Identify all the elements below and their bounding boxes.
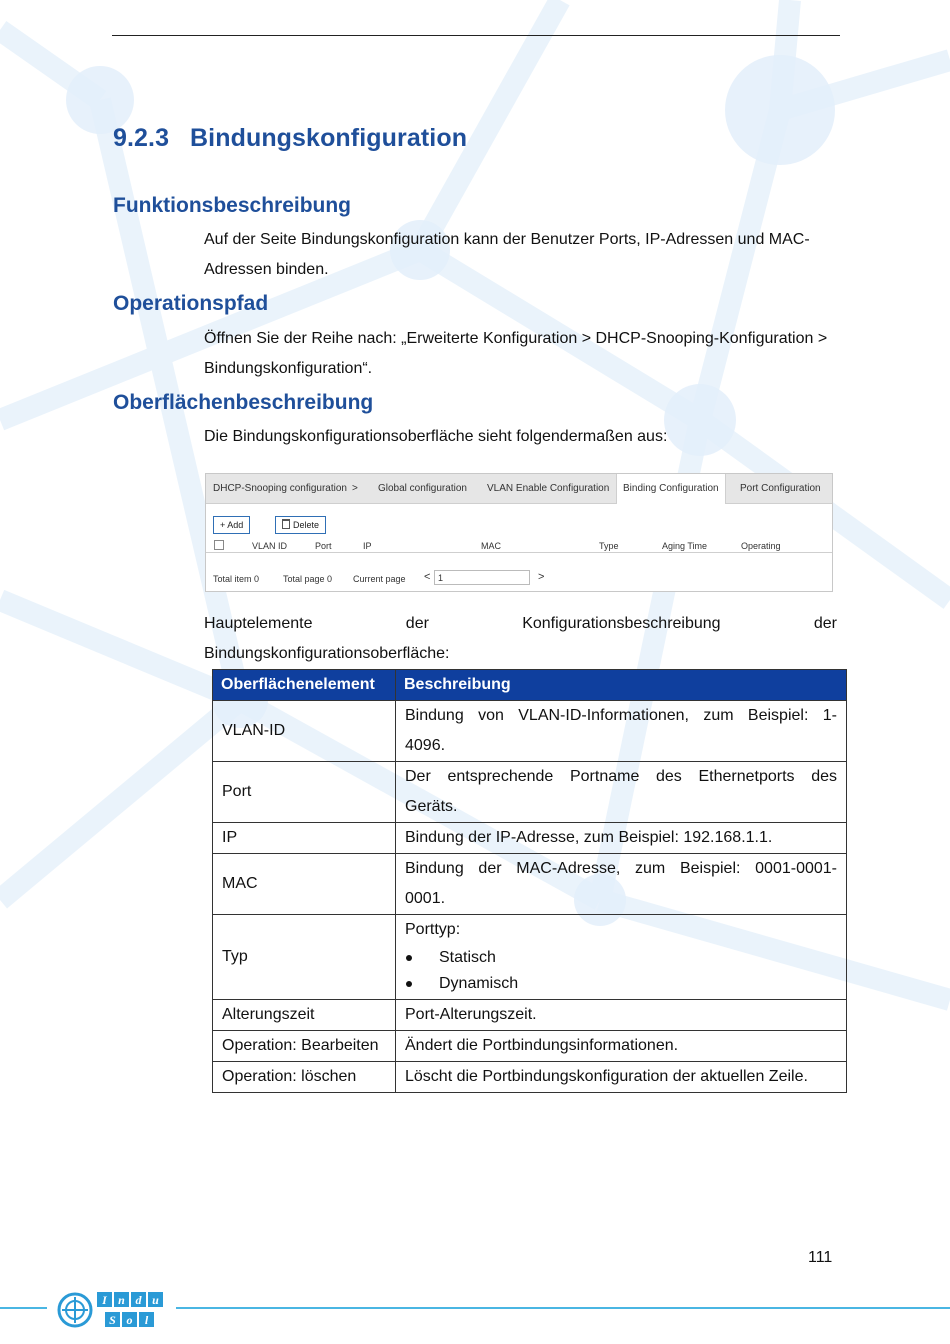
paragraph-line: Die Bindungskonfigurationsoberfläche sieht folgendermaßen aus:: [204, 428, 668, 445]
cell-element: Typ: [213, 915, 396, 1000]
svg-text:S: S: [109, 1313, 116, 1327]
cell-element: VLAN-ID: [213, 701, 396, 762]
header-description: Beschreibung: [396, 670, 847, 701]
bullet-text: Dynamisch: [439, 975, 519, 992]
table-row: [213, 701, 847, 762]
binding-config-screenshot: [205, 473, 833, 592]
footer-rule-left: [0, 1307, 47, 1309]
paragraph-haupt: [204, 609, 837, 669]
desc-line: [405, 701, 837, 731]
bullet-text: Statisch: [439, 949, 496, 966]
trash-icon: [282, 519, 290, 529]
cell-element: Port: [213, 762, 396, 823]
cell-description: Löscht die Portbindungskonfiguration der aktuellen Zeile.: [396, 1062, 847, 1093]
desc-line: 0001.: [405, 890, 446, 907]
word: Hauptelemente: [204, 615, 313, 632]
cell-element: MAC: [213, 854, 396, 915]
heading-oberflaechenbeschreibung: Oberflächenbeschreibung: [113, 391, 374, 414]
table-row: [213, 1031, 847, 1062]
next-page-icon[interactable]: >: [538, 571, 545, 583]
header-rule: [112, 35, 840, 36]
paragraph-funktion: [204, 225, 838, 285]
table-row: [213, 915, 847, 1000]
heading-operationspfad: Operationspfad: [113, 292, 269, 315]
paragraph-oberflaeche: [204, 422, 838, 452]
paragraph-line: Öffnen Sie der Reihe nach: „Erweiterte Konfiguration > DHCP-Snooping-Konfiguration >: [204, 330, 828, 347]
paragraph-line: Auf der Seite Bindungskonfiguration kann der Benutzer Ports, IP-Adressen und MAC-: [204, 231, 810, 248]
column-aging-time: Aging Time: [662, 541, 708, 551]
cell-description: [396, 854, 847, 915]
bullet-icon: [406, 981, 412, 987]
desc-text: Bindung der MAC-Adresse, zum Beispiel: 0001-0001-: [405, 860, 837, 877]
heading-funktionsbeschreibung: Funktionsbeschreibung: [113, 194, 352, 217]
table-row: [213, 762, 847, 823]
table-row: [213, 1000, 847, 1031]
bullet-item: [405, 971, 837, 997]
svg-text:I: I: [102, 1293, 107, 1307]
cell-element: Operation: löschen: [213, 1062, 396, 1093]
column-ip: IP: [363, 541, 372, 551]
table-row: [213, 854, 847, 915]
svg-text:o: o: [126, 1313, 133, 1327]
paragraph-pfad: [204, 324, 854, 384]
add-button[interactable]: + Add: [213, 516, 250, 534]
header-element: Oberflächenelement: [213, 670, 396, 701]
tab-port-configuration[interactable]: Port Configuration: [740, 483, 821, 494]
svg-text:u: u: [152, 1293, 159, 1307]
cell-description: [396, 762, 847, 823]
tab-global-configuration[interactable]: Global configuration: [378, 483, 467, 494]
table-row: [213, 1062, 847, 1093]
desc-line: Porttyp:: [405, 921, 461, 938]
paragraph-line: Bindungskonfiguration“.: [204, 360, 373, 377]
footer-rule-right: [176, 1307, 950, 1309]
cell-description: [396, 701, 847, 762]
table-row: [213, 823, 847, 854]
cell-description: Port-Alterungszeit.: [396, 1000, 847, 1031]
tab-binding-configuration[interactable]: Binding Configuration: [616, 474, 726, 504]
desc-text: Der entsprechende Portname des Ethernetports des: [405, 768, 837, 785]
column-operating: Operating: [741, 541, 781, 551]
word: Konfigurationsbeschreibung: [522, 615, 721, 632]
delete-button[interactable]: [275, 516, 326, 534]
tab-vlan-enable[interactable]: VLAN Enable Configuration: [487, 483, 610, 494]
page-number: 111: [808, 1249, 833, 1266]
element-description-table: [212, 669, 847, 1093]
total-items: Total item 0: [213, 574, 260, 584]
column-mac: MAC: [481, 541, 501, 551]
paragraph-line: Bindungskonfigurationsoberfläche:: [204, 645, 450, 662]
desc-line: [405, 854, 837, 884]
svg-text:d: d: [135, 1293, 142, 1307]
section-heading: [113, 124, 467, 153]
column-vlan-id: VLAN ID: [252, 541, 288, 551]
word: der: [405, 615, 429, 632]
bullet-item: [405, 945, 837, 971]
table-header-row: [213, 670, 847, 701]
current-page-input[interactable]: 1: [434, 570, 530, 585]
indu-sol-logo: [56, 1289, 168, 1331]
cell-element: Alterungszeit: [213, 1000, 396, 1031]
bullet-icon: [406, 955, 412, 961]
word: der: [813, 615, 837, 632]
header-divider: [206, 552, 832, 553]
desc-text: Bindung von VLAN-ID-Informationen, zum Beispiel: 1-: [405, 707, 837, 724]
desc-line: 4096.: [405, 737, 446, 754]
cell-description: [396, 915, 847, 1000]
cell-description: Bindung der IP-Adresse, zum Beispiel: 192.168.1.1.: [396, 823, 847, 854]
paragraph-line: Adressen binden.: [204, 261, 329, 278]
current-page-label: Current page: [353, 574, 406, 584]
breadcrumb-separator: >: [352, 483, 358, 494]
tab-bar: [206, 474, 832, 504]
total-pages: Total page 0: [283, 574, 333, 584]
select-all-checkbox[interactable]: [214, 540, 224, 550]
column-port: Port: [315, 541, 332, 551]
tab-dhcp-snooping[interactable]: DHCP-Snooping configuration: [213, 483, 347, 494]
desc-line: Geräts.: [405, 798, 458, 815]
delete-label: Delete: [293, 520, 320, 530]
prev-page-icon[interactable]: <: [424, 571, 431, 583]
cell-element: IP: [213, 823, 396, 854]
desc-line: [405, 762, 837, 792]
column-type: Type: [599, 541, 619, 551]
svg-text:n: n: [118, 1293, 125, 1307]
cell-element: Operation: Bearbeiten: [213, 1031, 396, 1062]
svg-text:l: l: [144, 1313, 149, 1327]
justified-line: [204, 609, 837, 639]
section-number: 9.2.3: [113, 124, 170, 152]
cell-description: Ändert die Portbindungsinformationen.: [396, 1031, 847, 1062]
section-title: Bindungskonfiguration: [190, 124, 468, 152]
